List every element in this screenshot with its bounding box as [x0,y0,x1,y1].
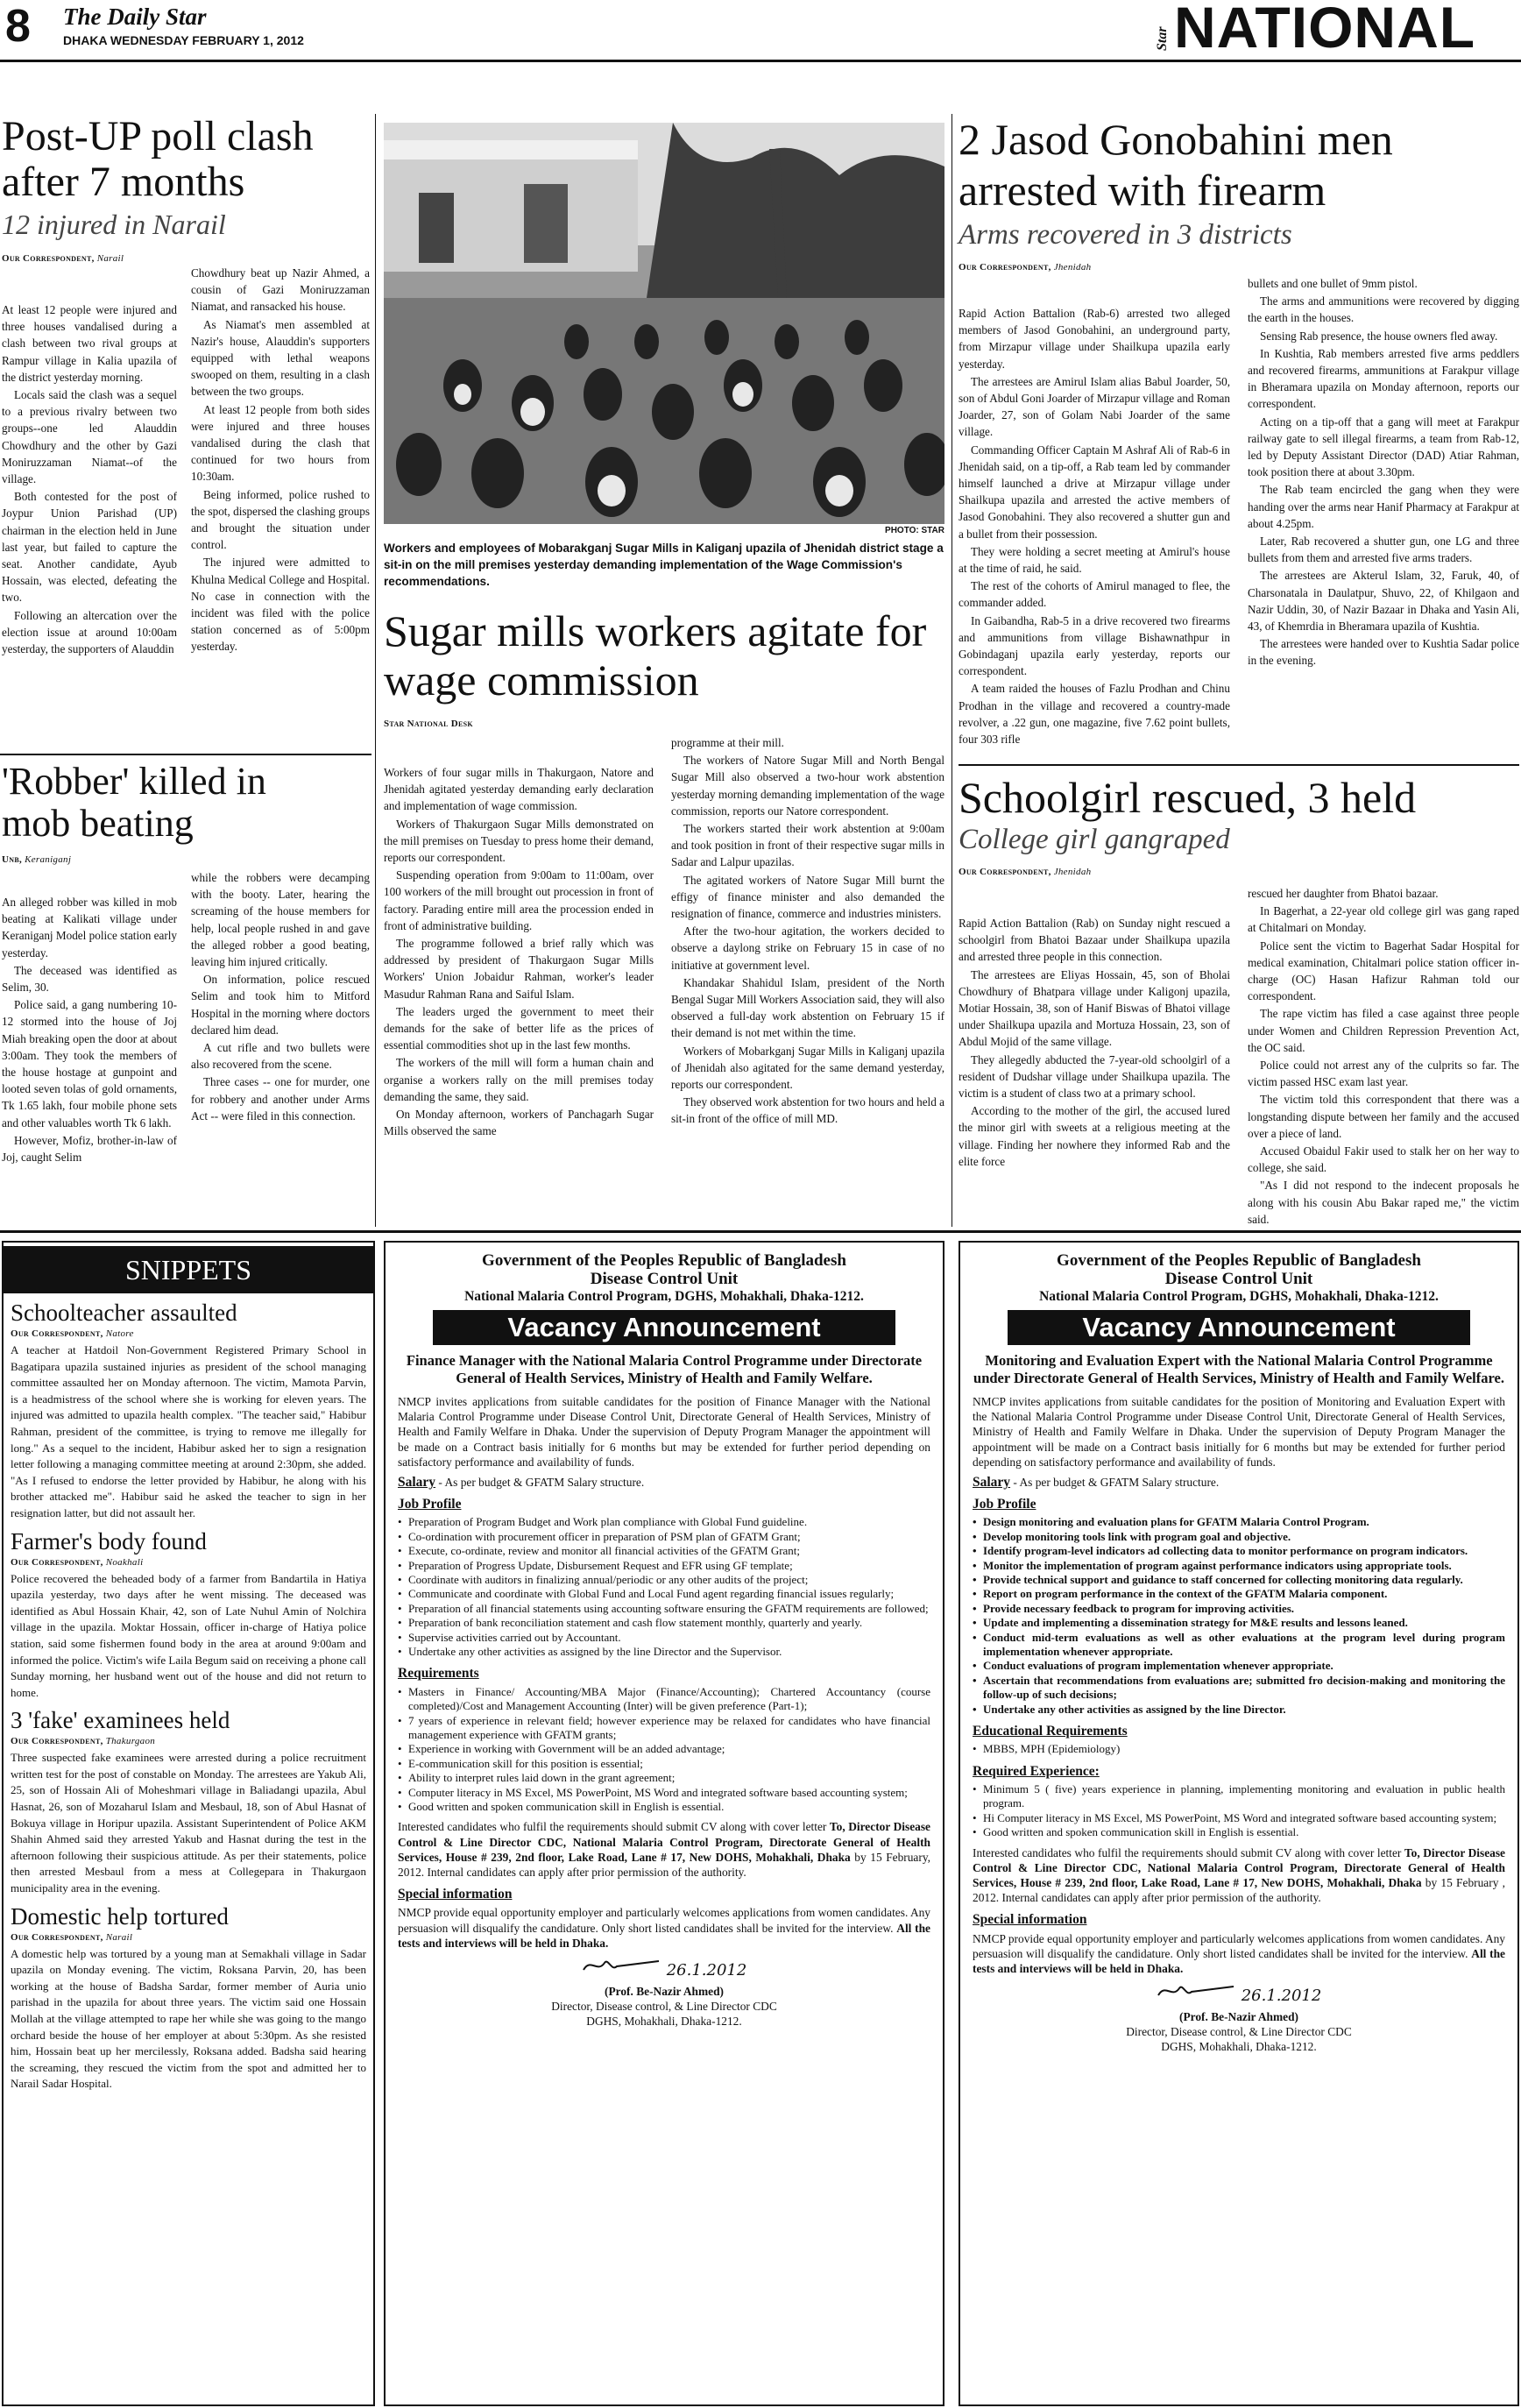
masthead-rule [0,60,1521,62]
snippet-item: Domestic help tortured Our Correspondent, Narail A domestic help was tortured by a young man at Semakhali village in Sadar upazila on Monday evening. The victim, Roksana Parvin, 20, has been working at the house of Badsha Sardar, former member of Auria unio parishad in the upazila for about three years. The victim said one Hossain Mollah at the village attempted to rape her while she was going to the mango orchard beside the house of her employer at about 5:30pm. As she resisted him, Hossain beat up her mercilessly, Roksana added. Badsha said hearing the screaming, they rescued the victim from the spot and admitted her to Narail Sadar Hospital. [11,1902,366,2091]
ad-position: Monitoring and Evaluation Expert with the National Malaria Control Programme under Directorate General of Health Services, Ministry of Health and Family Welfare. [973,1352,1504,1386]
divider [0,1230,1521,1233]
ad-requirements-heading: Requirements [398,1666,479,1682]
divider [959,764,1519,766]
ad-special: NMCP provide equal opportunity employer and particularly welcomes applications from women candidates. Any persuasion will disqualify the candidature. Only short listed candidates shall be invited for the interview. All the tests and interviews will be held in Dhaka. [398,1906,930,1950]
ad-job-profile-heading: Job Profile [398,1497,462,1512]
article-sugar-mills [384,606,944,1229]
headline: Post-UP poll clash after 7 months [2,113,314,205]
ad-program: National Malaria Control Program, DGHS, Mohakhali, Dhaka-1212. [1039,1289,1439,1304]
byline: Unb, Keraniganj [2,854,72,866]
headline: 'Robber' killed in mob beating [2,760,266,845]
snippet-item: Schoolteacher assaulted Our Correspondent, Natore A teacher at Hatdoil Non-Government Registered Primary School in Bagatipara upazila sustained injuries as president of the school managing committee assaulted her on Monday afternoon. The victim, Mamota Parvin, is a headmistress of the school where she is working for eleven years. The injured was admitted to upazila health complex. "The teacher said," Habibur Rahman, president of the committee, is trying to remove me illegally for long." As a sequel to the incident, Habibur asked her to sign a resignation letter following a managing committee meeting at around 2:30pm, she added. "As I refused to endorse the letter provided by Habibur, he along with his brother attacked me". Habibur said he asked the teacher to sign in her resignation latter, but did not assault her. [11,1300,366,1519]
ad-salary: Salary - As per budget & GFATM Salary structure. [398,1475,645,1491]
ad-program: National Malaria Control Program, DGHS, Mohakhali, Dhaka-1212. [464,1289,864,1304]
dateline: DHAKA WEDNESDAY FEBRUARY 1, 2012 [63,33,304,47]
ad-signature-block [398,1956,930,2029]
subheadline: Arms recovered in 3 districts [959,219,1292,251]
divider [0,754,371,755]
ad-special-heading: Special information [398,1887,513,1902]
ad-experience-heading: Required Experience: [973,1763,1100,1779]
ad-unit: Disease Control Unit [1164,1270,1313,1288]
vacancy-ad-finance-manager [384,1241,944,2406]
snippet-headline: Schoolteacher assaulted [11,1300,237,1326]
article-schoolgirl [959,773,1519,1229]
byline: Our Correspondent, Natore [11,1328,134,1339]
snippets-banner: SNIPPETS [4,1246,373,1293]
article-poll-clash [2,114,370,754]
byline: Our Correspondent, Noakhali [11,1556,144,1568]
signatory-name: (Prof. Be-Nazir Ahmed) [1179,2010,1298,2024]
ad-apply: Interested candidates who fulfil the requirements should submit CV along with cover letter To, Director Disease Control & Line Director CDC, National Malaria Control Program, Directorate General of Health Services, House # 239, 2nd floor, Lake Road, Lane # 17, New DOHS, Mohakhali, Dhaka by 15 February, 2012. Internal candidates can apply after prior permission of the authority. [398,1820,931,1879]
headline: Schoolgirl rescued, 3 held [959,773,1417,822]
byline: Our Correspondent, Jhenidah [959,867,1092,877]
article-body-col1: Rapid Action Battalion (Rab-6) arrested two alleged members of Jasod Gonobahini, an underground party, from Mirzapur village under Shailkupa upazila early yesterday. The arrestees are Amirul Islam alias Babul Joarder, 50, son of Abdul Goni Joarder of Mirzapur village and Roman Joarder, 27, son of Golam Nabi Joarder of the same village. Commanding Officer Captain M Ashraf Ali of Rab-6 in Jhenidah said, on a tip-off, a Rab team led by commander himself launched a drive at Mirzapur village under Shailkupa upazila and arrested the active members of Jasod Gonobahini. They also recovered a shutter gun and a bullet from their possession. They were holding a secret meeting at Amirul's house at the time of raid, he said. The rest of the cohorts of Amirul managed to flee, the commander added. In Gaibandha, Rab-5 in a drive recovered two firearms and ammunitions from village Bishawnathpur in Gobindaganj upazila early yesterday, reports our correspondent. A team raided the houses of Fazlu Prodhan and Chinu Prodhan in the village and recovered a country-made revolver, a .22 gun, one magazine, five 7.62 point bullets, four 303 rifle [959,307,1230,747]
news-photo [384,123,944,524]
photo-credit: PHOTO: STAR [885,526,944,535]
ad-job-profile-list: • Design monitoring and evaluation plans for GFATM Malaria Control Program. • Develop monitoring tools link with program goal and objective. • Identify program-level indicators ad collecting data to monitor performance on program indicators. • Monitor the implementation of program against performance indicators using appropriate tools. • Provide technical support and guidance to staff concerned for collecting monitoring data regularly. • Report on program performance in the context of the GFATM Malaria component. • Provide necessary feedback to program for improving activities. • Update and implementing a dissemination strategy for M&E results and lessons leaned. • Conduct mid-term evaluations as well as other evaluations at the program level during program implementation whenever appropriate. • Conduct evaluations of program implementation whenever appropriate. • Ascertain that recommendations from evaluations are; submitted fro decision-making and monitoring the follow-up of such decisions; • Undertake any other activities as assigned by the line Director. [973,1515,1505,1717]
ad-government: Government of the Peoples Republic of Bangladesh [1057,1251,1421,1270]
snippet-item: 3 'fake' examinees held Our Correspondent, Thakurgaon Three suspected fake examinees were arrested during a police recruitment written test for the post of constable on Monday. The arrestees are Yakub Ali, 25, son of Hossain Ali of Moheshmari village in Baliadangi upazila, Abul Hasnat, 26, son of Mozaharul Islam and Mesbaul, 18, son of Abul Hasnat of Bokuya village in Horipur upazila. Assistant Superintendent of Police AKM Shahin Ahmed said they arrested Yakub and Hasnat during the test in the afternoon following their suspicious attitude. As per their statements, police then arrested Mesbaul from a mess at Collegepara in Thakurgaon municipality area in the evening. [11,1707,366,1895]
ad-job-profile-list: • Preparation of Program Budget and Work plan compliance with Global Fund guideline. • Co-ordination with procurement officer in preparation of PSM plan of GFATM Grant; • Execute, co-ordinate, review and monitor all financial activities of the GFATM Grant; • Preparation of Progress Update, Disbursement Request and EFR using GF template; • Coordinate with auditors in finalizing annual/periodic or any other audits of the project; • Communicate and coordinate with Global Fund and Local Fund agent regarding financial issues regularly; • Preparation of all financial statements using accounting software ensuring the GFATM requirements are followed; • Preparation of bank reconciliation statement and cash flow statement monthly, quarterly and yearly. • Supervise activities carried out by Accountant. • Undertake any other activities as assigned by the line Director and the Supervisor. [398,1515,930,1659]
article-body-col2: while the robbers were decamping with the booty. Later, hearing the screaming of the house members for help, local people rushed in and gave the alleged robber a good beating, leaving him injured critically. On information, police rescued Selim and took him to Mitford Hospital in the morning where doctors declared him dead. A cut rifle and two bullets were also recovered from the scene. Three cases -- one for murder, one for robbery and another under Arms Act -- were filed in this connection. [191,871,370,1123]
article-body-col2: programme at their mill. The workers of Natore Sugar Mill and North Bengal Sugar Mill also observed a two-hour work abstention yesterday morning demanding implementation of the wage commission, reports our Natore correspondent. The workers started their work abstention at 9:00am and took position in front of their respective sugar mills in Sadar and Lalpur upazilas. The agitated workers of Natore Sugar Mill burnt the effigy of finance minister and also demanded the resignation of finance, commerce and industries ministers. After the two-hour agitation, the workers decided to observe a daylong strike on February 15 in case of no initiative at government level. Khandakar Shahidul Islam, president of the North Bengal Sugar Mill Workers Association said, they will also observed a full-day work abstention on February 15 if their demand is not met within the time. Workers of Mobarkganj Sugar Mills in Kaliganj upazila of Jhenidah also agitated for the same demand yesterday, reports our correspondent. They observed work abstention for two hours and held a sit-in front of the office of mill MD. [671,736,944,1126]
ad-apply: Interested candidates who fulfil the requirements should submit CV along with cover letter To, Director Disease Control & Line Director CDC, National Malaria Control Program, Directorate General of Health Services, House # 239, 2nd floor, Lake Road, Lane # 17, New DOHS, Mohakhali, Dhaka by 15 February , 2012. Internal candidates can apply after prior permission of the authority. [973,1845,1506,1905]
snippets-box [2,1241,375,2406]
article-body-col1: Workers of four sugar mills in Thakurgaon, Natore and Jhenidah agitated yesterday demanding early declaration and implementation of wage commission. Workers of Thakurgaon Sugar Mills demonstrated on the mill premises on Tuesday to press home their demand, reports our correspondent. Suspending operation from 9:00am to 11:00am, over 100 workers of the mill brought out procession in front of factory. Parading entire mill area the procession ended in front of administrative building. The programme followed a brief rally which was addressed by president of Thakurgaon Sugar Mills Workers' Union Jobaidur Rahman, worker's leader Masudur Rahman Rana and Saiful Islam. The leaders urged the government to meet their demands for the sake of better life as the prices of essential commodities shot up in the last few months. The workers of the mill will form a human chain and organise a workers rally on the mill premises today demanding the same, they said. On Monday afternoon, workers of Panchagarh Sugar Mills observed the same [384,766,654,1138]
ad-intro: NMCP invites applications from suitable candidates for the position of Monitoring and Evaluation Expert with the National Malaria Control Programme under Disease Control Unit, Directorate General of Health Services, Ministry of Health and Family Welfare in Dhaka. Under the supervision of Deputy Program Manager the appointment will be made on a Contract basis initially for 6 months but may be extended for further period depending on satisfactory performance and availability of funds. [973,1395,1505,1469]
page-number: 8 [5,1,31,52]
article-body-col1: Rapid Action Battalion (Rab) on Sunday night rescued a schoolgirl from Bhatoi Bazaar under Shailkupa upazila and arrested three people in this connection. The arrestees are Eliyas Hossain, 45, son of Bholai Chowdhury of Bhatpara village under Kaligonj upazila, Motiar Hossain, 38, son of Hanif Biswas of Bhatoi village under Shailkupa upazila and Mortuza Hossain, 23, son of Abdul Mojid of the same village. They allegedly abducted the 7-year-old schoolgirl of a resident of Dudshar village under Shailkupa upazila. The victim is a student of class two at a primary school. According to the mother of the girl, the accused lured the minor girl with sweets at a religious meeting at the village. Finding her nowhere they informed Rab and the elite force [959,917,1230,1168]
ad-salary: Salary - As per budget & GFATM Salary structure. [973,1475,1220,1491]
ad-position: Finance Manager with the National Malaria Control Programme under Directorate General of Health Services, Ministry of Health and Family Welfare. [406,1352,923,1386]
ad-vacancy-banner: Vacancy Announcement [1008,1310,1470,1345]
ad-signature-block [973,1981,1505,2054]
signature-scribble [582,1956,661,1975]
byline: Star National Desk [384,719,473,729]
photo-caption: Workers and employees of Mobarakganj Sugar Mills in Kaliganj upazila of Jhenidah district stage a sit-in on the mill premises yesterday demanding implementation of the Wage Commission's recommendations. [384,542,944,588]
ad-education-list: • MBBS, MPH (Epidemiology) [973,1742,1505,1756]
subheadline: College girl gangraped [959,824,1230,855]
byline: Our Correspondent, Narail [11,1931,133,1943]
signatory-office: DGHS, Mohakhali, Dhaka-1212. [586,2014,742,2028]
article-body-col1: At least 12 people were injured and three houses vandalised during a clash between two rival groups at Rampur village in Kalia upazila of the district yesterday morning. Locals said the clash was a sequel to a previous rivalry between two groups--one led Alauddin Chowdhury and the other by Gazi Moniruzzaman Niamat--of the village. Both contested for the post of Joypur Union Parishad (UP) chairman in the election held in June last year, but failed to capture the seat. Another candidate, Ayub Hossain, was elected, defeating the two. Following an altercation over the election issue at around 10:00am yesterday, the supporters of Alauddin [2,303,177,656]
headline: Sugar mills workers agitate for wage commission [384,606,927,705]
ad-government: Government of the Peoples Republic of Bangladesh [482,1251,846,1270]
photo-scene [384,123,944,524]
ad-experience-list: • Minimum 5 ( five) years experience in planning, implementing monitoring and evaluation in public health program. • Hi Computer literacy in MS Excel, MS PowerPoint, MS Word and integrated software based accounting system; • Good written and spoken communication skill in English is essential. [973,1782,1505,1840]
snippet-headline: Domestic help tortured [11,1902,229,1930]
ad-special: NMCP provide equal opportunity employer and particularly welcomes applications from women candidates. Any persuasion will disqualify the candidature. Only short listed candidates shall be invited for the interview. All the tests and interviews will be held in Dhaka. [973,1931,1505,1975]
signatory-office: DGHS, Mohakhali, Dhaka-1212. [1161,2040,1317,2054]
snippet-headline: 3 'fake' examinees held [11,1707,230,1734]
snippet-headline: Farmer's body found [11,1527,207,1555]
article-body-col2: rescued her daughter from Bhatoi bazaar. In Bagerhat, a 22-year old college girl was gang raped at Chitalmari on Monday. Police sent the victim to Bagerhat Sadar Hospital for medical examination, Chitalmari police station officer in-charge (OC) Hasan Hafizur Rahman told our correspondent. The rape victim has filed a case against three people under Women and Children Repression Prevention Act, the OC said. Police could not arrest any of the culprits so far. The victim passed HSC exam last year. The victim told this correspondent that there was a longstanding dispute between her family and the accused over a piece of land. Accused Obaidul Fakir used to stalk her on her way to college, she said. "As I did not respond to the indecent proposals he along with his cousin Abu Bakar raped me," the victim said. [1248,887,1519,1226]
paper-name: The Daily Star [63,4,207,30]
ad-education-heading: Educational Requirements [973,1724,1128,1739]
byline: Our Correspondent, Jhenidah [959,262,1092,273]
signature: 26.1.2012 [973,1981,1505,2009]
section-logo: Star [1155,26,1170,51]
signatory-title: Director, Disease control, & Line Director CDC [1126,2025,1352,2039]
article-body-col1: An alleged robber was killed in mob beating at Kalikati village under Keraniganj Model police station early yesterday. The deceased was identified as Selim, 30. Police said, a gang numbering 10-12 stormed into the house of Joj Miah breaking open the door at about 3:00am. They took the members of the house hostage at gunpoint and looted seven tolas of gold ornaments, Tk 1.65 lakh, four mobile phone sets and other valuables worth Tk 6 lakh. However, Mofiz, brother-in-law of Joj, caught Selim [2,896,177,1165]
article-body-col2: Chowdhury beat up Nazir Ahmed, a cousin of Gazi Moniruzzaman Niamat, and ransacked his house. As Niamat's men assembled at Nazir's house, Alauddin's supporters equipped with lethal weapons swooped on them, resulting in a clash between the two groups. At least 12 people from both sides were injured and three houses vandalised during the clash that continued for two hours from 10:30am. Being informed, police rushed to the spot, dispersed the clashing groups and brought the situation under control. The injured were admitted to Khulna Medical College and Hospital. No case in connection with the incident was filed with the police station concerned as of 5:00pm yesterday. [191,266,370,654]
byline: Our Correspondent, Thakurgaon [11,1736,156,1747]
byline: Our Correspondent, Narail [2,252,124,264]
signature-scribble [1157,1981,1235,2001]
article-body-col2: bullets and one bullet of 9mm pistol. The arms and ammunitions were recovered by digging the earth in the houses. Sensing Rab presence, the house owners fled away. In Kushtia, Rab members arrested five arms peddlers and recovered firearms, ammunitions at Farakpur village in Bheramara upazila on Monday afternoon, reports our correspondent. Acting on a tip-off that a gang will meet at Farakpur railway gate to sell illegal firearms, a team from Rab-12, led by Deputy Assistant Director (DAD) Atiar Rahman, took position there at about 3.30pm. The Rab team encircled the gang when they were handing over the arms near Hanif Pharmacy at Farakpur at about 4.25pm. Later, Rab recovered a shutter gun, one LG and three bullets from them and arrested five arms traders. The arrestees are Akterul Islam, 32, Faruk, 40, of Charsonatala in Daulatpur, Shuvo, 22, of Khilgaon and Nazir Uddin, 30, of Nazir Bazaar in Dhaka and Yasin Ali, 43, of Khemrdia in Bheramara upazila of Kushtia. The arrestees were handed over to Kushtia Sadar police in the evening. [1248,277,1519,668]
ad-vacancy-banner: Vacancy Announcement [433,1310,895,1345]
headline: 2 Jasod Gonobahini men arrested with firearm [959,115,1393,215]
section-title: NATIONAL [1174,0,1476,60]
subheadline: 12 injured in Narail [2,208,226,240]
signature: 26.1.2012 [398,1956,930,1984]
ad-requirements-list: • Masters in Finance/ Accounting/MBA Major (Finance/Accounting); Chartered Accountancy (course completed)/Cost and Management Accounting (Inter) will be given preference (Part-1); • 7 years of experience in relevant field; however experience may be relaxed for candidates who have financial management experience with GFATM grants; • Experience in working with Government will be an added advantage; • E-communication skill for this position is essential; • Ability to interpret rules laid down in the grant agreement; • Computer literacy in MS Excel, MS PowerPoint, MS Word and integrated software based accounting system; • Good written and spoken communication skill in English is essential. [398,1685,930,1815]
ad-intro: NMCP invites applications from suitable candidates for the position of Finance Manager with the National Malaria Control Programme under Disease Control Unit, Directorate General of Health Services, Ministry of Health and Family Welfare in Dhaka. Under the supervision of Deputy Program Manager the appointment will be made on a Contract basis initially for 6 months but may be extended for further period depending on satisfactory performance and availability of funds. [398,1395,930,1469]
article-jasod [959,114,1519,762]
ad-unit: Disease Control Unit [590,1270,739,1288]
article-robber [2,761,370,1225]
masthead [0,0,1521,61]
column-rule [375,114,376,1227]
signatory-title: Director, Disease control, & Line Director CDC [551,1999,777,2013]
vacancy-ad-me-expert [959,1241,1519,2406]
snippet-item: Farmer's body found Our Correspondent, Noakhali Police recovered the beheaded body of a farmer from Bandartila in Hatiya upazila yesterday, two days after he went missing. The deceased was identified as Abul Hossain Khair, 42, son of Late Nuhul Amin of Nolchira village in the upazila. Moktar Hossain, officer in-charge of Hatiya police station, said some fishermen found body in the area at around 9:00am and informed the police. Victim's wife Laila Begum said on receiving a phone call Sunday morning, her husband went out of the house and did not return to home. [11,1527,366,1699]
signatory-name: (Prof. Be-Nazir Ahmed) [605,1984,724,1998]
ad-special-heading: Special information [973,1912,1087,1928]
ad-job-profile-heading: Job Profile [973,1497,1036,1512]
